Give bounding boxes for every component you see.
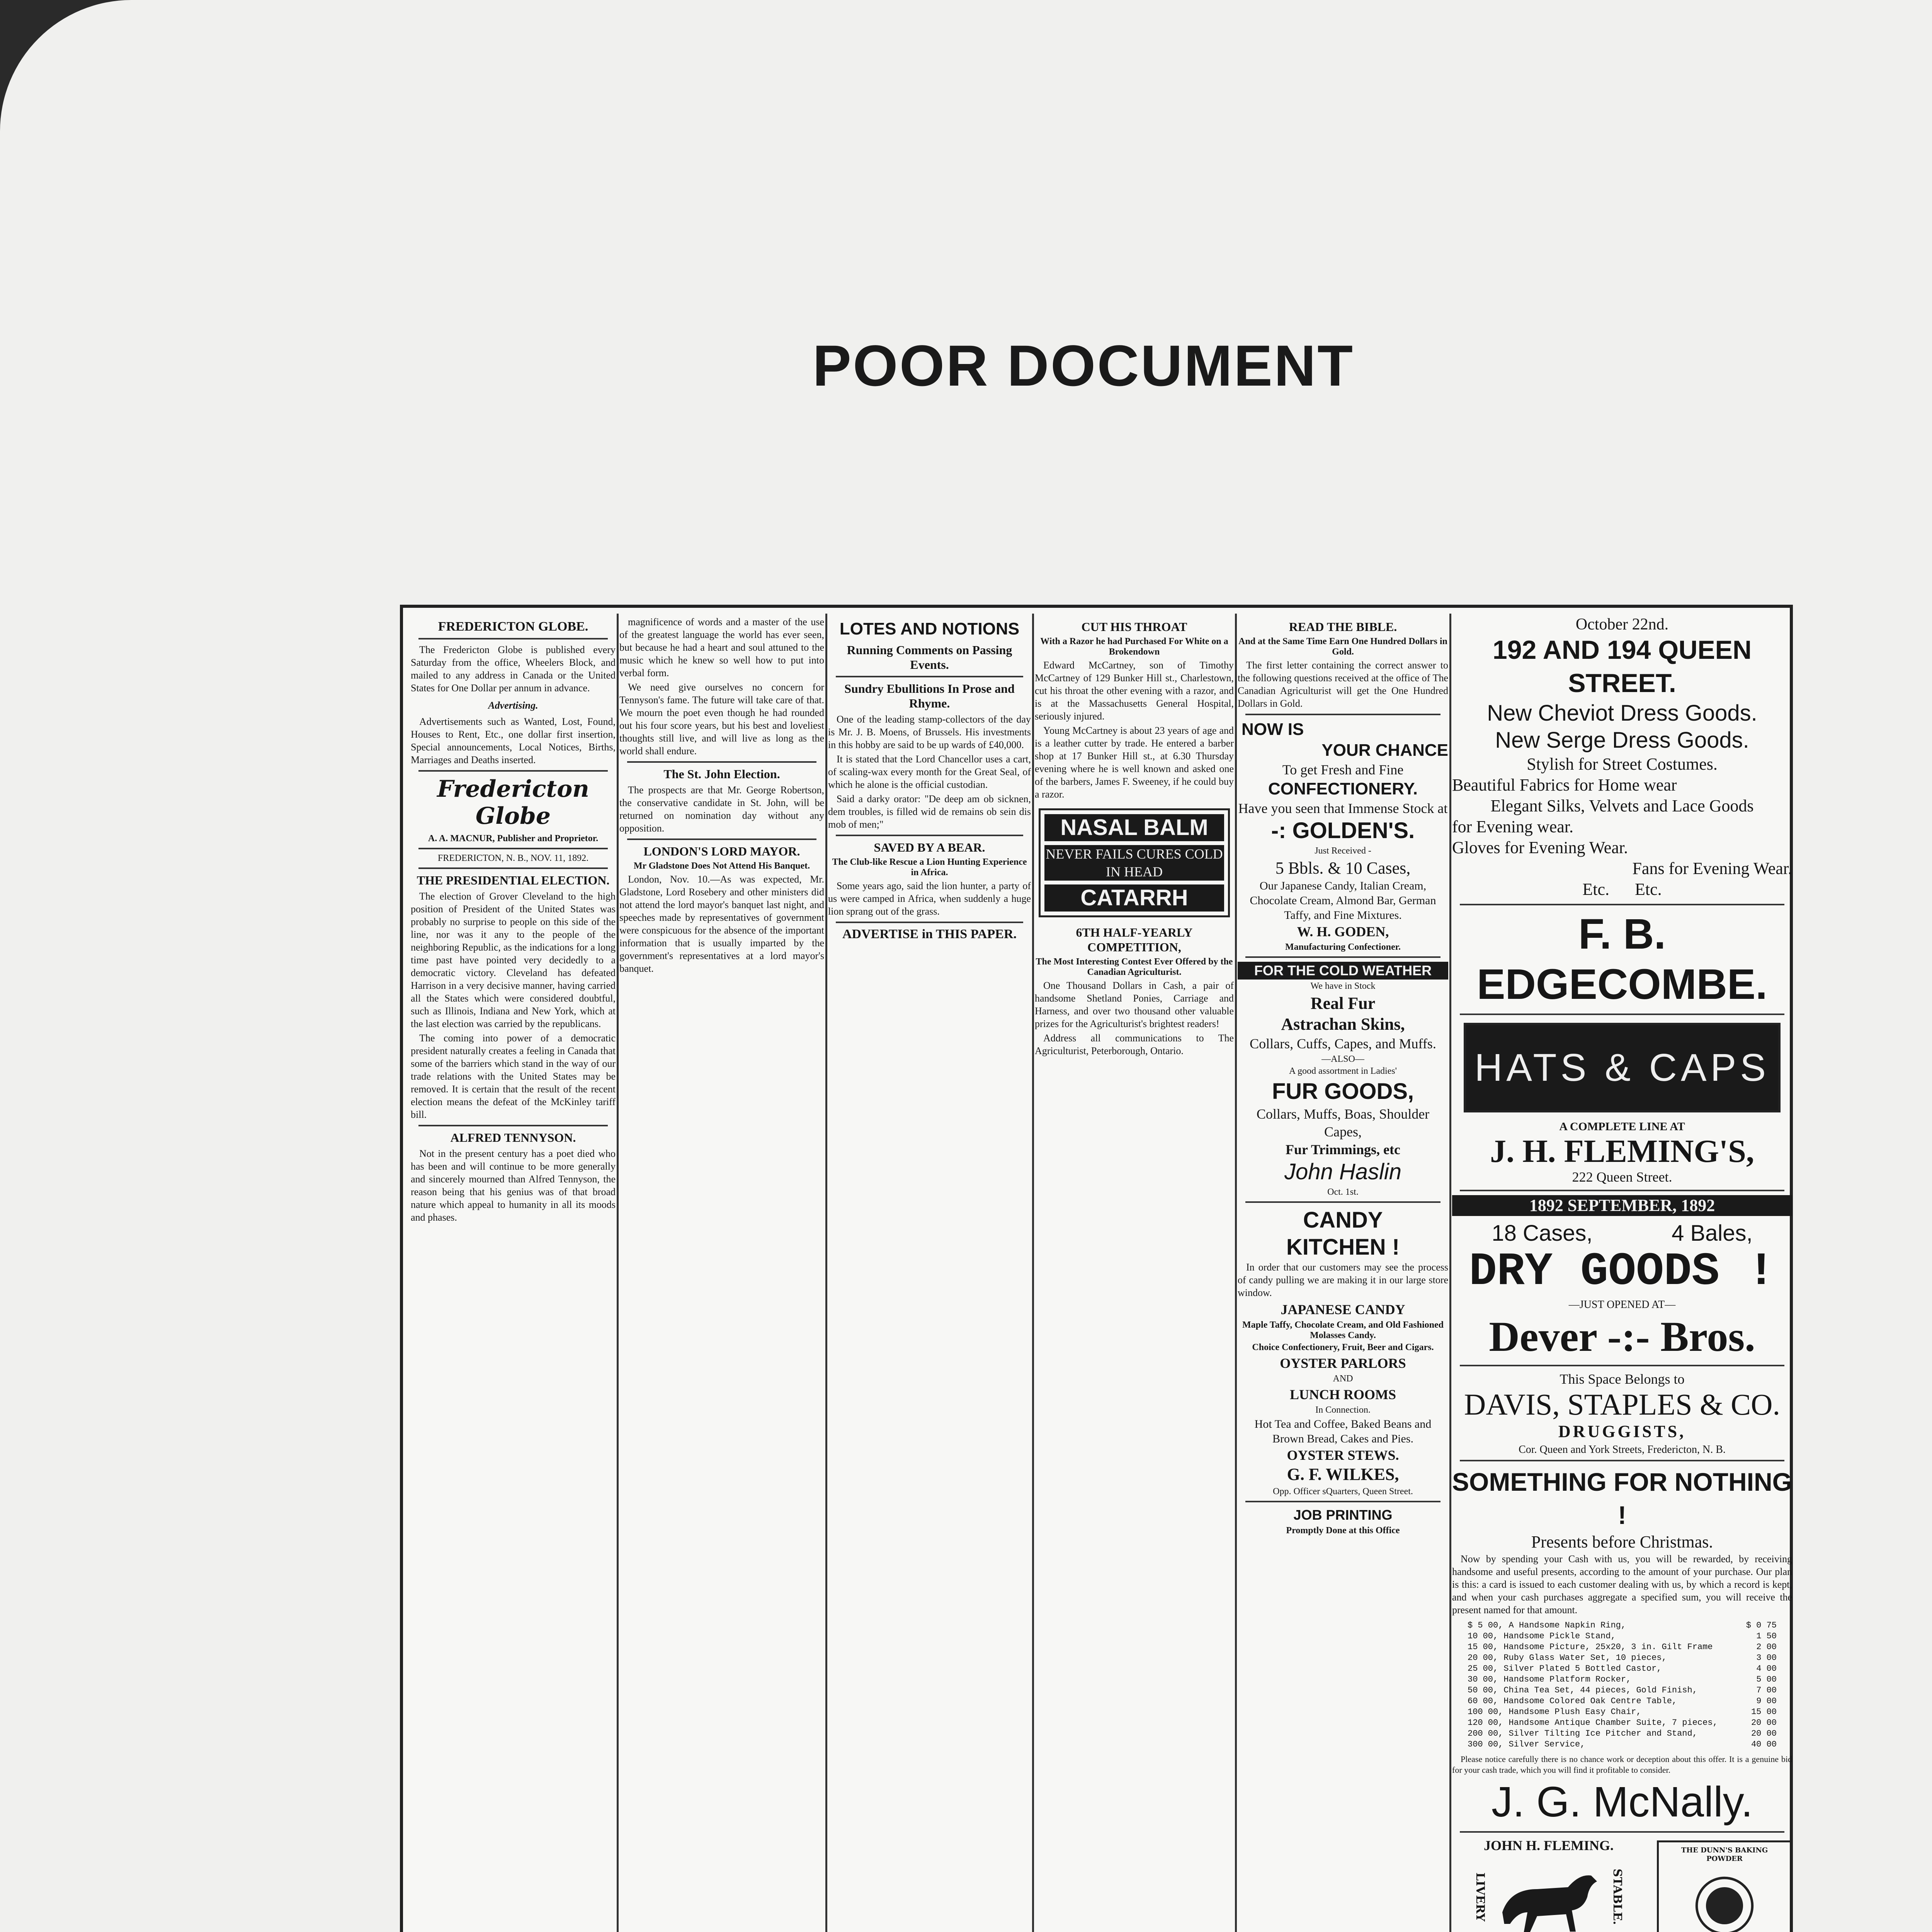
price-row [1452, 1674, 1792, 1685]
divider [1460, 1014, 1784, 1015]
advertising-text [411, 715, 616, 766]
article-paragraph: The prospects are that Mr. George Robertson, the conservative candidate in St. John, will be returned on nomination day without any opposition. [619, 784, 824, 834]
price-val: 15 00 [1751, 1707, 1777, 1717]
article-subheading: The Club-like Rescue a Lion Hunting Experience in Africa. [832, 857, 1027, 878]
edgecombe-line: New Serge Dress Goods. [1495, 728, 1749, 753]
price-amt: 20 00, [1468, 1653, 1498, 1663]
edgecombe-line: Beautiful Fabrics for Home wear [1452, 776, 1677, 794]
nasal-balm-catarrh: CATARRH [1044, 884, 1224, 912]
candy-oyster: OYSTER PARLORS [1280, 1355, 1406, 1371]
price-val: 4 00 [1756, 1664, 1777, 1673]
competition-heading: 6TH HALF-YEARLY COMPETITION, [1076, 925, 1193, 954]
price-item: Silver Plated 5 Bottled Castor, [1503, 1664, 1662, 1673]
price-item: Ruby Glass Water Set, 10 pieces, [1503, 1653, 1667, 1663]
competition-body [1035, 979, 1234, 1057]
haslin-line: Collars, Cuffs, Capes, and Muffs. [1250, 1036, 1436, 1051]
divider [836, 676, 1023, 677]
horse-icon [1487, 1854, 1611, 1932]
price-row [1452, 1631, 1792, 1642]
column-rule [1235, 614, 1237, 1932]
edgecombe-line: for Evening wear. [1452, 817, 1573, 836]
haslin-also: —ALSO— [1321, 1054, 1364, 1064]
mcnally-name: J. G. McNally. [1491, 1778, 1753, 1826]
goldens-stock: 5 Bbls. & 10 Cases, [1275, 859, 1411, 878]
job-printing: JOB PRINTING [1293, 1507, 1393, 1523]
price-item: Handsome Picture, 25x20, 3 in. Gilt Frame [1503, 1642, 1713, 1652]
candy-title: CANDY [1303, 1208, 1383, 1233]
edgecombe-name: F. B. EDGECOMBE. [1477, 910, 1767, 1008]
dever-name: Dever -:- Bros. [1489, 1313, 1755, 1360]
article-paragraph: Address all communications to The Agriculturist, Peterborough, Ontario. [1035, 1032, 1234, 1056]
divider [836, 922, 1023, 923]
divider [1245, 956, 1440, 958]
etc-text: Etc. [1635, 880, 1662, 899]
davis-name: DAVIS, STAPLES & CO. [1464, 1388, 1780, 1421]
article-paragraph: London, Nov. 10.—As was expected, Mr. Gladstone, Lord Rosebery and other ministers did not attend the lord mayor's banquet last night, and speeches made by representatives of government were conspicuous for the absence of the important information that is usually imparted by the government's representatives at a lord mayor's banquet. [619, 874, 824, 974]
goldens-ad [1238, 719, 1448, 952]
something-subheading: Presents before Christmas. [1531, 1532, 1713, 1551]
edgecombe-line: Elegant Silks, Velvets and Lace Goods [1490, 796, 1754, 815]
edgecombe-line: Stylish for Street Costumes. [1527, 755, 1718, 774]
candy-and: AND [1333, 1374, 1353, 1384]
advertising-heading: Advertising. [488, 700, 538, 711]
fleming-name: J. H. FLEMING'S, [1490, 1133, 1754, 1169]
nasal-balm-side: NEVER FAILS CURES COLD IN HEAD [1044, 845, 1224, 881]
goldens-chance: YOUR CHANCE [1321, 741, 1448, 760]
article-heading-notions: LOTES AND NOTIONS [839, 619, 1020, 638]
goldens-owner: W. H. GODEN, [1297, 924, 1389, 939]
article-subheading: Sundry Ebullitions In Prose and Rhyme. [844, 682, 1015, 710]
article-paragraph: Said a darky orator: "De deep am ob sicknen, dem troubles, is filled wid de remains ob sein dis mob of men;" [828, 793, 1031, 830]
candy-kitchen: KITCHEN ! [1286, 1235, 1400, 1260]
article-heading-tennyson: ALFRED TENNYSON. [450, 1131, 576, 1145]
fleming-line: A COMPLETE LINE AT [1559, 1120, 1685, 1133]
price-amt: 200 00, [1468, 1729, 1503, 1738]
price-val: 40 00 [1751, 1740, 1777, 1749]
candy-line: Hot Tea and Coffee, Baked Beans and Brown Bread, Cakes and Pies. [1254, 1418, 1432, 1445]
divider [418, 638, 608, 639]
edgecombe-address: 192 AND 194 QUEEN STREET. [1492, 635, 1752, 698]
haslin-fur: Real Fur [1310, 994, 1376, 1013]
price-val: 9 00 [1756, 1696, 1777, 1706]
livery-row [1452, 1837, 1792, 1932]
price-list [1452, 1620, 1792, 1750]
something-paragraph: Please notice carefully there is no chance work or deception about this offer. It is a genuine bid for your cash trade, which you will find it profitable to consider. [1452, 1754, 1792, 1775]
seal-icon [1694, 1875, 1755, 1932]
nameplate: FREDERICTON GLOBE. [438, 619, 588, 634]
price-item: Handsome Pickle Stand, [1503, 1631, 1616, 1641]
etc-text: Etc. [1582, 880, 1609, 899]
livery-owner: JOHN H. FLEMING. [1483, 1838, 1614, 1853]
column-rule [1449, 614, 1451, 1932]
price-row [1452, 1663, 1792, 1674]
bible-subheading: And at the Same Time Earn One Hundred Dollars in Gold. [1238, 636, 1447, 657]
article-paragraph: Not in the present century has a poet died who has been and will continue to be more generally and sincerely mourned than Alfred Tennyson, the reason being that his genius was of that broad nature which appeal to humanity in all its moods and phases. [411, 1148, 616, 1223]
masthead: Fredericton Globe [437, 776, 589, 830]
price-item: Handsome Colored Oak Centre Table, [1503, 1696, 1677, 1706]
article-subheading: Mr Gladstone Does Not Attend His Banquet. [633, 861, 810, 871]
goldens-name: -: GOLDEN'S. [1271, 818, 1415, 843]
edgecombe-line: Fans for Evening Wear. [1632, 859, 1792, 878]
price-amt: 300 00, [1468, 1740, 1503, 1749]
something-heading: SOMETHING FOR NOTHING ! [1452, 1468, 1792, 1529]
price-val: 1 50 [1756, 1631, 1777, 1641]
goldens-now: NOW IS [1242, 720, 1304, 739]
article-heading-bear: SAVED BY A BEAR. [874, 840, 985, 854]
hats-caps-banner: HATS & CAPS [1464, 1023, 1781, 1112]
davis-line: This Space Belongs to [1560, 1371, 1685, 1387]
something-body [1452, 1553, 1792, 1616]
article-paragraph: It is stated that the Lord Chancellor uses a cart, of scaling-wax every month for the Great Seal, of which he alone is the official custodian. [828, 753, 1031, 790]
article-heading-stjohn: The St. John Election. [663, 767, 780, 781]
candy-owner: G. F. WILKES, [1287, 1465, 1399, 1484]
divider [627, 761, 816, 763]
september-banner: 1892 SEPTEMBER, 1892 [1452, 1195, 1792, 1216]
haslin-line: Fur Trimmings, etc [1286, 1142, 1400, 1157]
column-rule [825, 614, 827, 1932]
publisher-line: A. A. MACNUR, Publisher and Proprietor. [428, 833, 599, 844]
article-paragraph: The election of Grover Cleveland to the high position of President of the United States was probably no surprise to people on this side of the line, nor was it any to the people of the neighboring Republic, as the indications for a long time past have pointed very decidedly to a democratic victory. Cleveland has defeated Harrison in a very decisive manner, having carried all the States which were considered doubtful, such as Illinois, Indiana and New York, which at the last election was carried by the republicans. [411, 891, 616, 1029]
davis-druggists: DRUGGISTS, [1558, 1422, 1686, 1441]
certificate-text: THE DUNN'S BAKING POWDER [1681, 1846, 1768, 1863]
haslin-line: A good assortment in Ladies' [1289, 1066, 1397, 1076]
article-paragraph: The coming into power of a democratic president naturally creates a feeling in Canada that some of the barriers which stand in the way of our trade relations with the United States may be removed. It is certain that the result of the recent election means the defeat of the McKinley tariff bill. [411, 1032, 616, 1120]
haslin-line: Collars, Muffs, Boas, Shoulder Capes, [1256, 1106, 1430, 1139]
dever-opened: —JUST OPENED AT— [1568, 1299, 1676, 1311]
goldens-line: Have you seen that Immense Stock at [1238, 801, 1448, 816]
candy-address: Opp. Officer sQuarters, Queen Street. [1273, 1486, 1413, 1497]
nasal-balm-title: NASAL BALM [1044, 814, 1224, 841]
dever-row [1452, 1220, 1792, 1247]
edgecombe-date: October 22nd. [1575, 616, 1669, 633]
price-row [1452, 1739, 1792, 1750]
intro-paragraph: The Fredericton Globe is published every Saturday from the office, Wheelers Block, and mailed to any address in Canada or the United States for One Dollar per annum in advance. [411, 644, 616, 694]
cold-weather-banner: FOR THE COLD WEATHER [1238, 962, 1448, 980]
candy-stews: OYSTER STEWS. [1287, 1447, 1399, 1463]
divider [418, 848, 608, 849]
bible-heading: READ THE BIBLE. [1289, 620, 1397, 634]
price-row [1452, 1707, 1792, 1718]
edgecombe-line: Gloves for Evening Wear. [1452, 838, 1628, 857]
haslin-astrachan: Astrachan Skins, [1281, 1015, 1405, 1034]
divider [1245, 1501, 1440, 1502]
article-subheading: Running Comments on Passing Events. [847, 643, 1012, 672]
wilkes-ad [1238, 1207, 1448, 1497]
stable-label: STABLE. [1611, 1869, 1624, 1925]
article-heading-lord-mayor: LONDON'S LORD MAYOR. [643, 844, 800, 858]
price-amt: 60 00, [1468, 1696, 1498, 1706]
haslin-fur-goods: FUR GOODS, [1272, 1079, 1414, 1104]
price-item: Handsome Plush Easy Chair, [1509, 1707, 1641, 1717]
price-amt: 10 00, [1468, 1631, 1498, 1641]
price-amt: 30 00, [1468, 1675, 1498, 1684]
article-paragraph: magnificence of words and a master of the use of the greatest language the world has ever seen, but because he had a heart and soul attuned to the music which he knew so well how to put into verbal form. [619, 616, 824, 679]
price-val: 2 00 [1756, 1642, 1777, 1652]
price-item: Handsome Antique Chamber Suite, 7 pieces, [1509, 1718, 1718, 1728]
article-body-stjohn [619, 784, 824, 835]
haslin-line: We have in Stock [1310, 981, 1376, 991]
livery-ad [1452, 1837, 1645, 1932]
column-rule [617, 614, 619, 1932]
intro-text [411, 643, 616, 694]
candy-japanese: JAPANESE CANDY [1281, 1302, 1405, 1317]
article-paragraph: Edward McCartney, son of Timothy McCartney of 129 Bunker Hill st., Charlestown, cut his throat the other evening with a razor, and is at the Massachusetts General Hospital, seriously injured. [1035, 660, 1234, 722]
price-row [1452, 1718, 1792, 1728]
haslin-signature: John Haslin [1284, 1159, 1402, 1184]
goldens-confectionery: CONFECTIONERY. [1268, 779, 1418, 798]
article-body-tennyson-cont [619, 616, 824, 757]
article-body-notions [828, 713, 1031, 831]
price-val: $ 0 75 [1746, 1621, 1777, 1630]
divider [1460, 1190, 1784, 1191]
dry-goods: DRY GOODS ! [1469, 1246, 1776, 1298]
article-heading-throat: CUT HIS THROAT [1081, 620, 1187, 634]
haslin-date: Oct. 1st. [1327, 1187, 1359, 1197]
goldens-candy: Our Japanese Candy, Italian Cream, Chocolate Cream, Almond Bar, German Taffy, and Fine Mixtures. [1250, 879, 1436, 922]
article-body-tennyson [411, 1147, 616, 1224]
haslin-ad [1238, 962, 1448, 1197]
nasal-balm-ad [1039, 808, 1230, 917]
candy-line: Choice Confectionery, Fruit, Beer and Cigars. [1252, 1342, 1434, 1352]
article-paragraph: One Thousand Dollars in Cash, a pair of handsome Shetland Ponies, Carriage and Harness, and over two thousand other valuable prizes for the Agriculturist's brightest readers! [1035, 980, 1234, 1029]
price-val: 5 00 [1756, 1675, 1777, 1684]
divider [418, 770, 608, 772]
fleming-address: 222 Queen Street. [1572, 1169, 1672, 1185]
price-val: 20 00 [1751, 1718, 1777, 1728]
article-paragraph: One of the leading stamp-collectors of the day is Mr. J. B. Moens, of Brussels. His investments in this hobby are said to be up wards of £40,000. [828, 714, 1031, 750]
goldens-line: To get Fresh and Fine [1282, 762, 1404, 777]
divider [418, 1125, 608, 1126]
column-1 [411, 616, 616, 1932]
goldens-title: Manufacturing Confectioner. [1285, 942, 1401, 952]
divider [1460, 1460, 1784, 1461]
advertise-footer: ADVERTISE in THIS PAPER. [842, 927, 1017, 941]
divider [836, 835, 1023, 836]
price-item: Silver Tilting Ice Pitcher and Stand, [1509, 1729, 1697, 1738]
candy-line: Maple Taffy, Chocolate Cream, and Old Fashioned Molasses Candy. [1242, 1320, 1444, 1340]
article-heading-election: THE PRESIDENTIAL ELECTION. [417, 873, 610, 887]
article-body-lord-mayor [619, 873, 824, 975]
dever-cases: 18 Cases, [1492, 1221, 1593, 1246]
edgecombe-etc [1452, 879, 1792, 900]
divider [1460, 1365, 1784, 1366]
divider [627, 838, 816, 840]
article-body-throat [1035, 659, 1234, 801]
bible-body [1238, 659, 1448, 710]
goldens-line: Just Received - [1315, 846, 1371, 856]
candy-paragraph: In order that our customers may see the process of candy pulling we are making it in our large store window. [1238, 1262, 1448, 1298]
candy-text [1238, 1261, 1448, 1299]
price-row [1452, 1696, 1792, 1707]
divider [1460, 1831, 1784, 1833]
column-2 [619, 616, 824, 1932]
price-row [1452, 1685, 1792, 1696]
divider [418, 867, 608, 869]
edgecombe-line: New Cheviot Dress Goods. [1487, 701, 1757, 726]
column-3 [828, 616, 1031, 1932]
divider [1460, 904, 1784, 905]
article-paragraph: Young McCartney is about 23 years of age and is a leather cutter by trade. He entered a barber shop at 17 Bunker Hill st., at 6.30 Thursday evening where he is well known and asked one of the barbers, James F. Sweeney, if he could buy a razor. [1035, 725, 1234, 800]
livery-label: LIVERY [1473, 1872, 1487, 1922]
column-4 [1035, 616, 1234, 1932]
job-printing-line: Promptly Done at this Office [1286, 1526, 1400, 1536]
davis-address: Cor. Queen and York Streets, Fredericton, N. B. [1519, 1444, 1726, 1456]
poor-document-stamp: POOR DOCUMENT [813, 333, 1354, 398]
price-val: 7 00 [1756, 1685, 1777, 1695]
price-amt: 120 00, [1468, 1718, 1503, 1728]
price-row [1452, 1620, 1792, 1631]
column-5 [1238, 616, 1448, 1932]
price-val: 3 00 [1756, 1653, 1777, 1663]
article-paragraph: The first letter containing the correct answer to the following questions received at the office of The Canadian Agriculturist will get the One Hundred Dollars in Gold. [1238, 660, 1448, 709]
column-rule [1032, 614, 1034, 1932]
candy-lunch: LUNCH ROOMS [1289, 1387, 1396, 1402]
column-6 [1452, 616, 1792, 1932]
price-row [1452, 1642, 1792, 1653]
price-item: China Tea Set, 44 pieces, Gold Finish, [1503, 1685, 1697, 1695]
article-paragraph: We need give ourselves no concern for Tennyson's fame. The future will take care of that. We mourn the poet even though he had rounded out his four score years, but his best and loveliest thoughts still live, and will live as long as the world shall endure. [619, 682, 824, 757]
price-item: Handsome Platform Rocker, [1503, 1675, 1631, 1684]
price-row [1452, 1653, 1792, 1663]
something-paragraph: Now by spending your Cash with us, you will be rewarded, by receiving handsome and useful presents, according to the amount of your purchase. Our plan is this: a card is issued to each customer dealing with us, by which a record is kept, and when your cash purchases aggregate a specified sum, you will receive the present named for that amount. [1452, 1553, 1792, 1616]
divider [1245, 714, 1440, 715]
newspaper-page [400, 605, 1793, 1932]
article-subheading: With a Razor he had Purchased For White on a Brokendown [1040, 636, 1228, 657]
certificate-ad [1657, 1840, 1792, 1932]
article-paragraph: Some years ago, said the lion hunter, a party of us were camped in Africa, when suddenly a huge lion sprang out of the grass. [828, 880, 1031, 917]
price-amt: 50 00, [1468, 1685, 1498, 1695]
divider [1245, 1201, 1440, 1203]
livery-image-row [1452, 1854, 1645, 1932]
candy-line: In Connection. [1315, 1405, 1371, 1415]
advertising-paragraph: Advertisements such as Wanted, Lost, Found, Houses to Rent, Etc., one dollar first insertion, Special announcements, Local Notices, Births, Marriages and Deaths inserted. [411, 716, 616, 765]
price-amt: 15 00, [1468, 1642, 1498, 1652]
price-val: 20 00 [1751, 1729, 1777, 1738]
dateline: FREDERICTON, N. B., NOV. 11, 1892. [437, 853, 589, 863]
competition-subheading: The Most Interesting Contest Ever Offered by the Canadian Agriculturist. [1036, 957, 1233, 977]
price-item: A Handsome Napkin Ring, [1509, 1621, 1626, 1630]
price-amt: $ 5 00, [1468, 1621, 1503, 1630]
price-amt: 25 00, [1468, 1664, 1498, 1673]
article-body-bear [828, 879, 1031, 918]
price-amt: 100 00, [1468, 1707, 1503, 1717]
price-row [1452, 1728, 1792, 1739]
price-item: Silver Service, [1509, 1740, 1585, 1749]
article-body-election [411, 890, 616, 1121]
something-note [1452, 1754, 1792, 1776]
dever-bales: 4 Bales, [1672, 1221, 1753, 1246]
